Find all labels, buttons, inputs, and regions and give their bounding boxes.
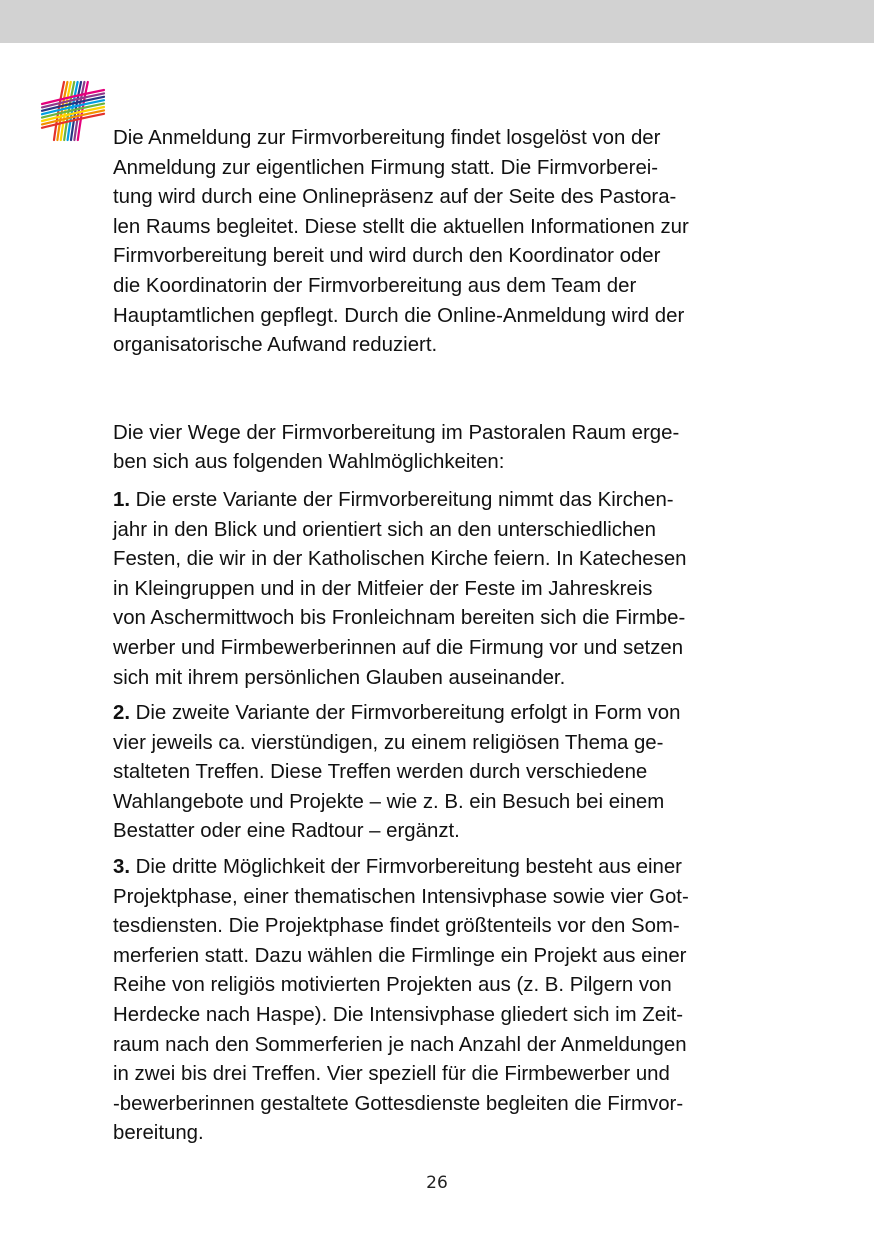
option-first-line: Die erste Variante der Firmvorbereitung nimmt das Kirchen- — [130, 488, 674, 511]
text-line — [113, 853, 763, 883]
text-line: von Aschermittwoch bis Fronleichnam bereiten sich die Firmbe- — [113, 607, 686, 630]
text-line: stalteten Treffen. Diese Treffen werden durch verschiedene — [113, 761, 648, 784]
text-line: Die vier Wege der Firmvorbereitung im Pastoralen Raum erge- — [113, 421, 680, 444]
text-line: werber und Firmbewerberinnen auf die Firmung vor und setzen — [113, 636, 684, 659]
text-line: Wahlangebote und Projekte – wie z. B. ein Besuch bei einem — [113, 790, 665, 813]
option-number: 2. — [113, 702, 131, 725]
option-first-line: Die zweite Variante der Firmvorbereitung erfolgt in Form von — [130, 702, 681, 725]
text-line: Festen, die wir in der Katholischen Kirche feiern. In Katechesen — [113, 548, 687, 571]
text-line: merferien statt. Dazu wählen die Firmlinge ein Projekt aus einer — [113, 944, 687, 967]
text-line: Firmvorbereitung bereit und wird durch den Koordinator oder — [113, 245, 661, 268]
option-3 — [113, 853, 763, 1149]
text-line: Projektphase, einer thematischen Intensivphase sowie vier Got- — [113, 885, 689, 908]
text-line: -bewerberinnen gestaltete Gottesdienste begleiten die Firmvor- — [113, 1092, 684, 1115]
text-line: tung wird durch eine Onlinepräsenz auf der Seite des Pastora- — [113, 186, 677, 209]
text-line: raum nach den Sommerferien je nach Anzahl der Anmeldungen — [113, 1033, 687, 1056]
text-line — [113, 486, 763, 516]
text-line: in zwei bis drei Treffen. Vier speziell für die Firmbewerber und — [113, 1063, 670, 1086]
text-line: vier jeweils ca. vierstündigen, zu einem religiösen Thema ge- — [113, 731, 664, 754]
intro-paragraph — [113, 124, 763, 361]
option-first-line: Die dritte Möglichkeit der Firmvorbereitung besteht aus einer — [130, 856, 682, 879]
option-2 — [113, 699, 763, 847]
text-line: in Kleingruppen und in der Mitfeier der Feste im Jahreskreis — [113, 577, 653, 600]
text-line: jahr in den Blick und orientiert sich an den unterschiedlichen — [113, 518, 656, 541]
text-line: Hauptamtlichen gepflegt. Durch die Online-Anmeldung wird der — [113, 304, 685, 327]
rainbow-hash-logo-icon — [40, 78, 106, 144]
text-line: len Raums begleitet. Diese stellt die aktuellen Informationen zur — [113, 215, 689, 238]
text-line: ben sich aus folgenden Wahlmöglichkeiten: — [113, 451, 505, 474]
text-line: bereitung. — [113, 1122, 204, 1145]
text-line: Die Anmeldung zur Firmvorbereitung findet losgelöst von der — [113, 127, 661, 149]
option-number: 1. — [113, 488, 131, 511]
text-line: Reihe von religiös motivierten Projekten aus (z. B. Pilgern von — [113, 974, 672, 997]
text-line — [113, 699, 763, 729]
text-line: organisatorische Aufwand reduziert. — [113, 334, 438, 357]
text-line: tesdiensten. Die Projektphase findet größtenteils vor den Som- — [113, 915, 680, 938]
text-line: sich mit ihrem persönlichen Glauben auseinander. — [113, 666, 566, 689]
option-1 — [113, 486, 763, 693]
text-line: Bestatter oder eine Radtour – ergänzt. — [113, 820, 460, 843]
text-line: Anmeldung zur eigentlichen Firmung statt. Die Firmvorberei- — [113, 156, 659, 179]
text-line: die Koordinatorin der Firmvorbereitung aus dem Team der — [113, 274, 637, 297]
top-bar — [0, 0, 874, 43]
overview-paragraph — [113, 419, 763, 478]
page-content — [113, 124, 763, 1155]
option-number: 3. — [113, 856, 131, 879]
page-number: 26 — [426, 1173, 448, 1193]
text-line: Herdecke nach Haspe). Die Intensivphase gliedert sich im Zeit- — [113, 1004, 684, 1027]
